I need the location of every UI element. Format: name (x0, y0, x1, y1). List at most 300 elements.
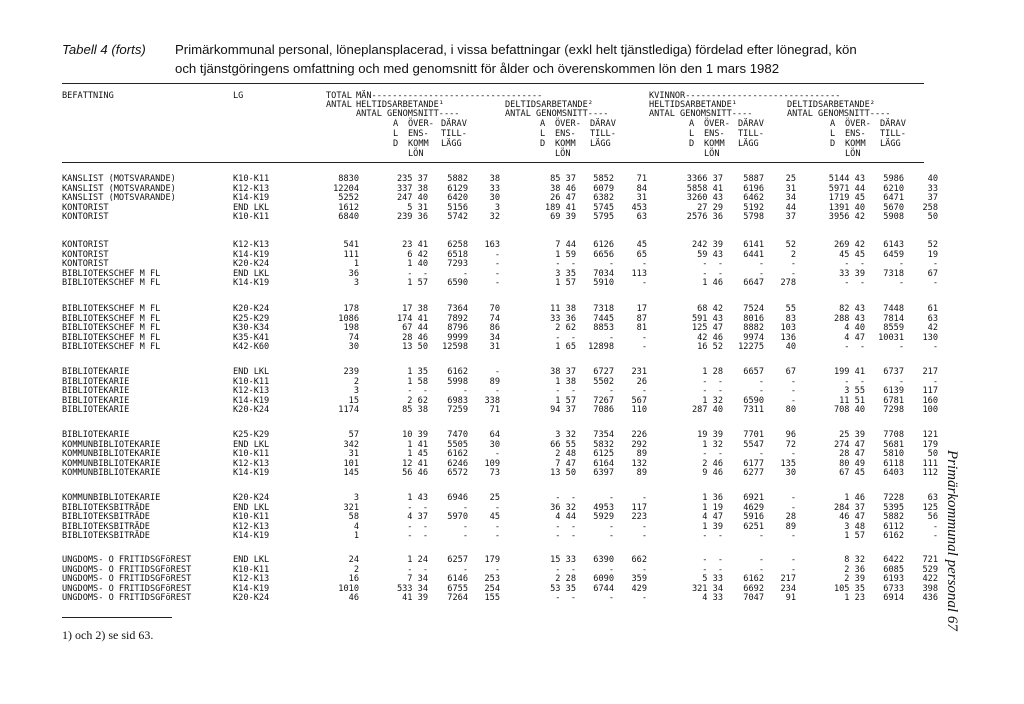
cell-kh: 1 39 (702, 521, 723, 532)
header-befattning: BEFATTNING (62, 91, 114, 101)
cell-khl: 6196 (743, 183, 764, 194)
cell-kd: 82 43 (839, 304, 865, 314)
cell-mdl: 6727 (593, 367, 614, 377)
cell-tot: 101 (343, 458, 359, 469)
cell-mhd: 179 (484, 555, 500, 565)
cell-mdl: 6656 (593, 249, 614, 260)
cell-kd: 2 36 (844, 564, 865, 575)
cell-mdd: 292 (631, 439, 647, 450)
cell-mdd: - (641, 531, 647, 542)
cell-mdl: 8853 (593, 323, 614, 334)
cell-kdd: 121 (922, 430, 938, 440)
cell-khd: - (790, 259, 796, 270)
cell-mhl: - (462, 386, 468, 397)
top-rule (62, 83, 924, 84)
cell-tot: 4 (353, 521, 359, 532)
cell-bef: BIBLIOTEKARIE (62, 395, 130, 406)
cell-lg: K25-K29 (233, 313, 270, 324)
cell-kdl: 6143 (883, 240, 904, 250)
row-group (62, 493, 938, 542)
cell-mhd: 89 (489, 376, 500, 387)
cell-mhl: 6518 (447, 249, 468, 260)
cell-mdl: 6390 (593, 555, 614, 565)
cell-bef: BIBLIOTEKSCHEF M FL (62, 268, 161, 279)
cell-mh: 17 38 (402, 304, 428, 314)
cell-mdl: 6125 (593, 449, 614, 460)
cell-lg: K20-K24 (233, 405, 270, 416)
header-d: D (393, 139, 399, 149)
cell-mhd: 70 (489, 304, 500, 314)
cell-kdl: 6471 (883, 193, 904, 204)
cell-khl: 6692 (743, 583, 764, 594)
cell-lg: K20-K24 (233, 493, 270, 503)
cell-bef: KOMMUNBIBLIOTEKARIE (62, 468, 161, 479)
cell-kdd: 160 (922, 395, 938, 406)
cell-kdd: 67 (927, 268, 938, 279)
cell-khd: - (790, 564, 796, 575)
cell-tot: 2 (353, 376, 359, 387)
cell-mdd: 89 (636, 468, 647, 479)
cell-mdl: 6164 (593, 458, 614, 469)
cell-md: 38 37 (550, 367, 576, 377)
cell-kdl: 5681 (883, 439, 904, 450)
cell-bef: BIBLIOTEKSBITRÄDE (62, 502, 150, 513)
cell-mdl: 6397 (593, 468, 614, 479)
cell-kdd: - (932, 531, 938, 542)
cell-mh: 174 41 (396, 313, 428, 324)
cell-khd: - (790, 493, 796, 503)
cell-khl: 7701 (743, 430, 764, 440)
cell-lg: K12-K13 (233, 574, 270, 585)
cell-khl: 6590 (743, 395, 764, 406)
cell-mdl: 7318 (593, 304, 614, 314)
cell-kdd: - (932, 342, 938, 353)
cell-lg: END LKL (233, 202, 270, 213)
cell-bef: BIBLIOTEKSCHEF M FL (62, 323, 161, 334)
cell-kd: 8 32 (844, 555, 865, 565)
cell-lg: K10-K11 (233, 174, 270, 184)
cell-tot: 178 (343, 304, 359, 314)
cell-khl: 6921 (743, 493, 764, 503)
cell-khl: 6251 (743, 521, 764, 532)
cell-kh: - - (702, 268, 723, 279)
cell-kdd: 436 (922, 593, 938, 604)
cell-kd: 25 39 (839, 430, 865, 440)
cell-kdd: 217 (922, 367, 938, 377)
cell-kh: 1 28 (702, 367, 723, 377)
cell-mhd: 109 (484, 458, 500, 469)
cell-lg: K12-K13 (233, 240, 270, 250)
cell-tot: 1086 (338, 313, 359, 324)
cell-mhd: 30 (489, 439, 500, 450)
cell-khl: 6277 (743, 468, 764, 479)
cell-bef: BIBLIOTEKARIE (62, 367, 130, 377)
cell-lg: K10-K11 (233, 376, 270, 387)
cell-kh: 27 29 (697, 202, 723, 213)
cell-kdd: - (932, 376, 938, 387)
cell-mhl: 7470 (447, 430, 468, 440)
cell-mh: 1 58 (407, 376, 428, 387)
cell-lg: K14-K19 (233, 468, 270, 479)
cell-lg: K10-K11 (233, 449, 270, 460)
cell-bef: KOMMUNBIBLIOTEKARIE (62, 439, 161, 450)
cell-khl: 5916 (743, 512, 764, 523)
cell-mh: - - (407, 564, 428, 575)
cell-mhl: 5882 (447, 174, 468, 184)
header-sub-2: ANTAL GENOMSNITT---- (505, 109, 609, 119)
cell-mhd: 163 (484, 240, 500, 250)
cell-md: 13 50 (550, 468, 576, 479)
cell-khl: - (758, 386, 764, 397)
cell-kdl: 8559 (883, 323, 904, 334)
cell-mh: 85 38 (402, 405, 428, 416)
row-group (62, 174, 938, 223)
cell-khd: 30 (785, 468, 796, 479)
cell-khd: 89 (785, 521, 796, 532)
cell-kdd: 100 (922, 405, 938, 416)
title-line-1: Primärkommunal personal, löneplansplacerad, i vissa befattningar (exkl helt tjänstlediga) fördelad efter lönegrad, kön (175, 42, 857, 57)
cell-mhl: 5970 (447, 512, 468, 523)
cell-khd: 217 (780, 574, 796, 585)
cell-bef: BIBLIOTEKSCHEF M FL (62, 304, 161, 314)
cell-kh: - - (702, 564, 723, 575)
cell-mdd: 113 (631, 268, 647, 279)
cell-khl: - (758, 531, 764, 542)
cell-mhd: 38 (489, 174, 500, 184)
cell-md: 94 37 (550, 405, 576, 416)
cell-mdl: - (608, 386, 614, 397)
cell-bef: BIBLIOTEKARIE (62, 376, 130, 387)
cell-tot: 57 (348, 430, 359, 440)
cell-tot: 2 (353, 564, 359, 575)
cell-mdl: 6382 (593, 193, 614, 204)
cell-mdd: - (641, 593, 647, 604)
cell-mhl: 6983 (447, 395, 468, 406)
cell-mhd: - (494, 449, 500, 460)
cell-bef: BIBLIOTEKSBITRÄDE (62, 512, 150, 523)
cell-mhl: 6258 (447, 240, 468, 250)
cell-kh: 59 43 (697, 249, 723, 260)
cell-mdl: 7086 (593, 405, 614, 416)
cell-lg: K14-K19 (233, 583, 270, 594)
cell-kdl: - (898, 259, 904, 270)
table-row (62, 593, 938, 604)
cell-khl: 8882 (743, 323, 764, 334)
cell-md: 1 65 (555, 342, 576, 353)
cell-mdd: - (641, 521, 647, 532)
cell-khd: 135 (780, 458, 796, 469)
cell-kd: 1 23 (844, 593, 865, 604)
cell-lg: END LKL (233, 439, 270, 450)
cell-mdd: - (641, 386, 647, 397)
cell-mhl: 6162 (447, 367, 468, 377)
cell-md: 15 33 (550, 555, 576, 565)
cell-mh: 6 42 (407, 249, 428, 260)
cell-khl: 5192 (743, 202, 764, 213)
cell-khl: 7524 (743, 304, 764, 314)
cell-kdl: 5810 (883, 449, 904, 460)
cell-mdd: 63 (636, 212, 647, 223)
cell-khd: 278 (780, 278, 796, 289)
cell-khd: 40 (785, 342, 796, 353)
cell-kd: 80 49 (839, 458, 865, 469)
cell-tot: 30 (348, 342, 359, 353)
cell-tot: 1 (353, 531, 359, 542)
cell-md: 2 62 (555, 323, 576, 334)
header-lagg: LÄGG (738, 139, 759, 149)
cell-mhl: 7892 (447, 313, 468, 324)
header-l: L (830, 129, 836, 139)
header-sub-3: ANTAL GENOMSNITT---- (649, 109, 753, 119)
cell-kd: 46 47 (839, 512, 865, 523)
cell-kd: 1391 40 (828, 202, 865, 213)
header-darav: DÄRAV (590, 119, 616, 129)
cell-mdd: 17 (636, 304, 647, 314)
cell-mdl: 5910 (593, 278, 614, 289)
cell-bef: BIBLIOTEKARIE (62, 405, 130, 416)
cell-md: 3 32 (555, 430, 576, 440)
cell-mdl: - (608, 564, 614, 575)
cell-kdd: 52 (927, 240, 938, 250)
cell-kd: 284 37 (833, 502, 865, 513)
cell-tot: 111 (343, 249, 359, 260)
cell-bef: KOMMUNBIBLIOTEKARIE (62, 449, 161, 460)
cell-kd: 5971 44 (828, 183, 865, 194)
cell-tot: 31 (348, 449, 359, 460)
cell-bef: UNGDOMS- O FRITIDSGFöREST (62, 593, 192, 604)
cell-md: 38 46 (550, 183, 576, 194)
header-antal: ANTAL (326, 100, 352, 110)
cell-mhl: - (462, 531, 468, 542)
table-row (62, 212, 938, 223)
cell-mh: 235 37 (396, 174, 428, 184)
cell-kd: 1 46 (844, 493, 865, 503)
header-till: TILL- (738, 129, 764, 139)
cell-mhd: - (494, 386, 500, 397)
cell-mh: - - (407, 386, 428, 397)
cell-mh: 1 35 (407, 367, 428, 377)
cell-mdl: - (608, 531, 614, 542)
cell-mdd: 71 (636, 174, 647, 184)
cell-bef: BIBLIOTEKSCHEF M FL (62, 342, 161, 353)
cell-mdl: 5502 (593, 376, 614, 387)
cell-kh: 9 46 (702, 468, 723, 479)
cell-khd: - (790, 268, 796, 279)
cell-kdl: 7708 (883, 430, 904, 440)
cell-mhd: 71 (489, 405, 500, 416)
cell-bef: KONTORIST (62, 240, 109, 250)
cell-khd: - (790, 395, 796, 406)
cell-mh: - - (407, 531, 428, 542)
cell-mhd: 155 (484, 593, 500, 604)
cell-mhd: - (494, 502, 500, 513)
cell-khd: 2 (790, 249, 796, 260)
header-over: ÖVER- (704, 119, 730, 129)
cell-bef: UNGDOMS- O FRITIDSGFöREST (62, 574, 192, 585)
cell-tot: 74 (348, 332, 359, 343)
cell-khl: - (758, 268, 764, 279)
cell-tot: 24 (348, 555, 359, 565)
cell-kh: 2 46 (702, 458, 723, 469)
cell-mhl: 7364 (447, 304, 468, 314)
cell-kdl: 7318 (883, 268, 904, 279)
cell-mhl: 6257 (447, 555, 468, 565)
cell-mhd: 31 (489, 342, 500, 353)
cell-tot: 541 (343, 240, 359, 250)
cell-md: 1 57 (555, 278, 576, 289)
header-lagg: LÄGG (590, 139, 611, 149)
cell-md: - - (555, 564, 576, 575)
cell-khd: 96 (785, 430, 796, 440)
cell-khd: 37 (785, 212, 796, 223)
cell-tot: 3 (353, 278, 359, 289)
cell-kd: 708 40 (833, 405, 865, 416)
cell-mdl: 7354 (593, 430, 614, 440)
cell-kd: 28 47 (839, 449, 865, 460)
cell-kd: 11 51 (839, 395, 865, 406)
cell-kdl: 6085 (883, 564, 904, 575)
cell-lg: K30-K34 (233, 323, 270, 334)
cell-tot: 198 (343, 323, 359, 334)
cell-kdl: 6162 (883, 531, 904, 542)
cell-mhd: 30 (489, 193, 500, 204)
cell-kd: 45 45 (839, 249, 865, 260)
cell-khl: 4629 (743, 502, 764, 513)
cell-kh: 3366 37 (686, 174, 723, 184)
cell-mhd: - (494, 521, 500, 532)
cell-kdd: 721 (922, 555, 938, 565)
cell-mdd: 81 (636, 323, 647, 334)
cell-bef: KONTORIST (62, 202, 109, 213)
cell-khd: 103 (780, 323, 796, 334)
cell-khl: - (758, 564, 764, 575)
cell-kdd: 56 (927, 512, 938, 523)
cell-md: 2 28 (555, 574, 576, 585)
cell-mhl: - (462, 564, 468, 575)
cell-mh: 10 39 (402, 430, 428, 440)
cell-khd: - (790, 449, 796, 460)
cell-mhd: 45 (489, 512, 500, 523)
header-ens: ENS- (408, 129, 429, 139)
cell-md: 26 47 (550, 193, 576, 204)
cell-kdd: 130 (922, 332, 938, 343)
header-deltid-man: DELTIDSARBETANDE² (505, 100, 593, 110)
cell-mhl: 6590 (447, 278, 468, 289)
header-over: ÖVER- (408, 119, 434, 129)
cell-kdd: 19 (927, 249, 938, 260)
cell-md: 1 38 (555, 376, 576, 387)
cell-bef: BIBLIOTEKSBITRÄDE (62, 531, 150, 542)
cell-kdl: 5670 (883, 202, 904, 213)
cell-kdl: 5986 (883, 174, 904, 184)
header-l: L (540, 129, 546, 139)
cell-mhl: 6420 (447, 193, 468, 204)
cell-kdd: 63 (927, 493, 938, 503)
cell-mh: 1 43 (407, 493, 428, 503)
cell-mh: - - (407, 268, 428, 279)
cell-mh: 1 41 (407, 439, 428, 450)
row-group (62, 555, 938, 604)
cell-bef: BIBLIOTEKSCHEF M FL (62, 313, 161, 324)
cell-kh: 3260 43 (686, 193, 723, 204)
cell-mdl: 6744 (593, 583, 614, 594)
cell-kh: 4 47 (702, 512, 723, 523)
cell-mhd: 253 (484, 574, 500, 585)
cell-khd: 72 (785, 439, 796, 450)
cell-mdd: 662 (631, 555, 647, 565)
cell-mhl: 6146 (447, 574, 468, 585)
cell-mhl: - (462, 521, 468, 532)
cell-mh: 247 40 (396, 193, 428, 204)
cell-kd: - - (844, 342, 865, 353)
cell-khl: 6647 (743, 278, 764, 289)
cell-mhd: 254 (484, 583, 500, 594)
cell-mh: 56 46 (402, 468, 428, 479)
header-lg: LG (233, 91, 244, 101)
header-till: TILL- (441, 129, 467, 139)
cell-md: 36 32 (550, 502, 576, 513)
cell-khl: - (758, 555, 764, 565)
cell-tot: 16 (348, 574, 359, 585)
cell-mh: - - (407, 521, 428, 532)
cell-mdl: 4953 (593, 502, 614, 513)
header-sub-1: ANTAL GENOMSNITT---- (356, 109, 460, 119)
cell-kh: 19 39 (697, 430, 723, 440)
cell-lg: K42-K60 (233, 342, 270, 353)
cell-lg: K12-K13 (233, 183, 270, 194)
cell-kdd: 63 (927, 313, 938, 324)
cell-mdd: 26 (636, 376, 647, 387)
cell-kh: 16 52 (697, 342, 723, 353)
cell-mhl: 6572 (447, 468, 468, 479)
cell-mh: 12 41 (402, 458, 428, 469)
cell-mhl: 6129 (447, 183, 468, 194)
cell-kd: 2 39 (844, 574, 865, 585)
header-over: ÖVER- (555, 119, 581, 129)
cell-khd: 31 (785, 183, 796, 194)
cell-tot: 321 (343, 502, 359, 513)
cell-kdl: - (898, 376, 904, 387)
cell-kh: - - (702, 449, 723, 460)
cell-mhd: 34 (489, 332, 500, 343)
cell-mhl: - (462, 502, 468, 513)
cell-tot: 342 (343, 439, 359, 450)
cell-khd: 80 (785, 405, 796, 416)
cell-bef: KONTORIST (62, 249, 109, 260)
cell-md: - - (555, 259, 576, 270)
cell-mh: 239 36 (396, 212, 428, 223)
cell-kh: 321 34 (691, 583, 723, 594)
cell-kd: 274 47 (833, 439, 865, 450)
cell-bef: BIBLIOTEKARIE (62, 386, 130, 397)
header-komm: KOMM (845, 139, 866, 149)
cell-kdd: 50 (927, 449, 938, 460)
cell-mhd: 3 (494, 202, 500, 213)
table-row (62, 405, 938, 416)
cell-mhl: 6162 (447, 449, 468, 460)
table-row (62, 278, 938, 289)
cell-bef: KONTORIST (62, 212, 109, 223)
header-d: D (689, 139, 695, 149)
header-ens: ENS- (704, 129, 725, 139)
cell-md: - - (555, 593, 576, 604)
cell-mdl: 7267 (593, 395, 614, 406)
cell-kd: 1719 45 (828, 193, 865, 204)
cell-bef: KANSLIST (MOTSVARANDE) (62, 183, 176, 194)
cell-tot: 5252 (338, 193, 359, 204)
cell-bef: BIBLIOTEKSBITRÄDE (62, 521, 150, 532)
cell-mdl: - (608, 259, 614, 270)
